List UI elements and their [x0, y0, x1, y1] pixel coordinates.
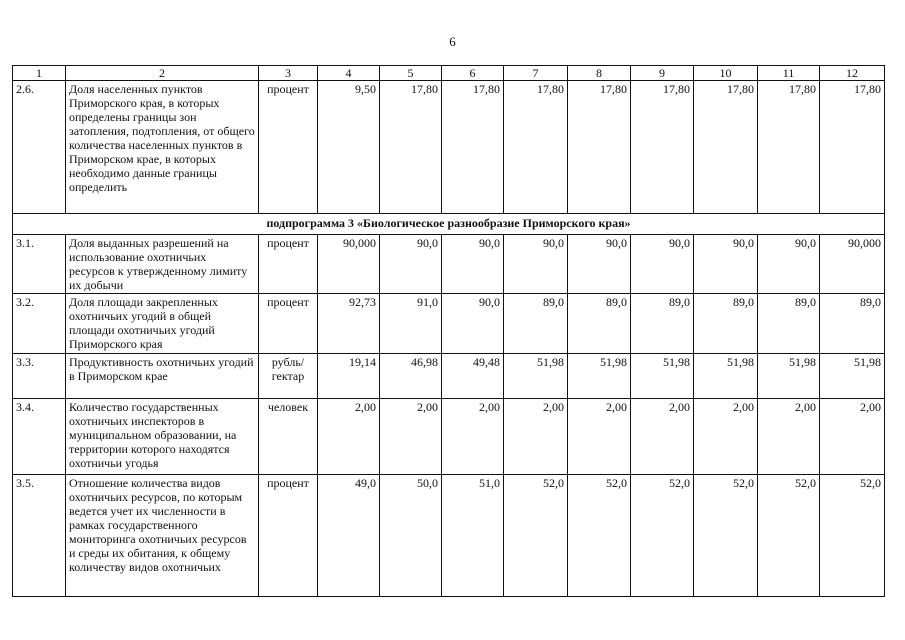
- row-value: 52,0: [694, 475, 758, 597]
- column-number: 6: [442, 66, 504, 81]
- row-value: 52,0: [504, 475, 568, 597]
- row-value: 90,0: [380, 235, 442, 294]
- column-number: 4: [318, 66, 380, 81]
- row-value: 91,0: [380, 294, 442, 354]
- column-number: 5: [380, 66, 442, 81]
- row-value: 51,98: [758, 354, 820, 399]
- row-value: 90,000: [318, 235, 380, 294]
- row-value: 90,0: [694, 235, 758, 294]
- row-value: 51,98: [631, 354, 694, 399]
- row-value: 17,80: [820, 81, 885, 214]
- row-value: 17,80: [442, 81, 504, 214]
- row-value: 90,0: [758, 235, 820, 294]
- row-unit: человек: [259, 399, 318, 475]
- row-value: 52,0: [758, 475, 820, 597]
- row-value: 51,98: [504, 354, 568, 399]
- row-value: 2,00: [568, 399, 631, 475]
- row-value: 2,00: [631, 399, 694, 475]
- row-indicator-name: Доля населенных пунктов Приморского края, в которых определены границы зон затопления, подтопления, от общего количества населенных пунктов в Приморском крае, в которых необходимо данные границы определить: [66, 81, 259, 214]
- row-value: 17,80: [380, 81, 442, 214]
- row-value: 2,00: [504, 399, 568, 475]
- row-unit: процент: [259, 81, 318, 214]
- row-value: 89,0: [820, 294, 885, 354]
- row-unit: процент: [259, 235, 318, 294]
- row-indicator-name: Количество государственных охотничьих инспекторов в муниципальном образовании, на территории которого находятся охотничьи угодья: [66, 399, 259, 475]
- row-unit: рубль/ гектар: [259, 354, 318, 399]
- row-value: 9,50: [318, 81, 380, 214]
- row-code: 3.2.: [13, 294, 66, 354]
- row-value: 90,0: [504, 235, 568, 294]
- indicators-table: [12, 65, 885, 597]
- column-number: 8: [568, 66, 631, 81]
- table-row: [13, 475, 885, 597]
- table-row: [13, 399, 885, 475]
- row-value: 2,00: [380, 399, 442, 475]
- table-row: [13, 81, 885, 214]
- page-number: 6: [449, 34, 456, 49]
- table-row: [13, 354, 885, 399]
- row-unit: процент: [259, 475, 318, 597]
- row-value: 17,80: [631, 81, 694, 214]
- row-value: 46,98: [380, 354, 442, 399]
- row-code: 3.3.: [13, 354, 66, 399]
- row-indicator-name: Доля площади закрепленных охотничьих угодий в общей площади охотничьих угодий Приморского края: [66, 294, 259, 354]
- table-row: [13, 235, 885, 294]
- row-value: 17,80: [504, 81, 568, 214]
- row-value: 89,0: [631, 294, 694, 354]
- row-value: 50,0: [380, 475, 442, 597]
- row-value: 52,0: [631, 475, 694, 597]
- row-value: 52,0: [820, 475, 885, 597]
- row-value: 51,98: [694, 354, 758, 399]
- row-value: 49,48: [442, 354, 504, 399]
- row-value: 19,14: [318, 354, 380, 399]
- column-number: 10: [694, 66, 758, 81]
- row-indicator-name: Отношение количества видов охотничьих ресурсов, по которым ведется учет их численности в рамках государственного мониторинга охотничьих ресурсов и среды их обитания, к общему количеству видов охотничьих: [66, 475, 259, 597]
- row-value: 90,0: [442, 235, 504, 294]
- row-value: 2,00: [758, 399, 820, 475]
- row-value: 49,0: [318, 475, 380, 597]
- row-value: 2,00: [694, 399, 758, 475]
- row-code: 3.4.: [13, 399, 66, 475]
- column-number: 2: [66, 66, 259, 81]
- column-number: 12: [820, 66, 885, 81]
- column-number: 9: [631, 66, 694, 81]
- row-value: 52,0: [568, 475, 631, 597]
- column-number: 1: [13, 66, 66, 81]
- column-number: 11: [758, 66, 820, 81]
- column-number: 3: [259, 66, 318, 81]
- row-value: 90,000: [820, 235, 885, 294]
- row-value: 89,0: [758, 294, 820, 354]
- row-code: 3.1.: [13, 235, 66, 294]
- row-value: 2,00: [442, 399, 504, 475]
- row-indicator-name: Доля выданных разрешений на использование охотничьих ресурсов к утвержденному лимиту их добычи: [66, 235, 259, 294]
- table-row: [13, 294, 885, 354]
- row-value: 90,0: [442, 294, 504, 354]
- column-number: 7: [504, 66, 568, 81]
- row-unit: процент: [259, 294, 318, 354]
- row-code: 3.5.: [13, 475, 66, 597]
- row-value: 2,00: [820, 399, 885, 475]
- row-value: 17,80: [694, 81, 758, 214]
- column-number-row: [13, 66, 885, 81]
- row-value: 51,98: [820, 354, 885, 399]
- row-value: 89,0: [694, 294, 758, 354]
- row-value: 90,0: [568, 235, 631, 294]
- row-value: 89,0: [568, 294, 631, 354]
- row-value: 51,98: [568, 354, 631, 399]
- subprogram-title: подпрограмма 3 «Биологическое разнообразие Приморского края»: [13, 214, 885, 235]
- row-value: 2,00: [318, 399, 380, 475]
- row-value: 92,73: [318, 294, 380, 354]
- row-value: 51,0: [442, 475, 504, 597]
- row-indicator-name: Продуктивность охотничьих угодий в Приморском крае: [66, 354, 259, 399]
- subprogram-row: [13, 214, 885, 235]
- row-value: 89,0: [504, 294, 568, 354]
- row-value: 17,80: [758, 81, 820, 214]
- row-value: 17,80: [568, 81, 631, 214]
- row-code: 2.6.: [13, 81, 66, 214]
- row-value: 90,0: [631, 235, 694, 294]
